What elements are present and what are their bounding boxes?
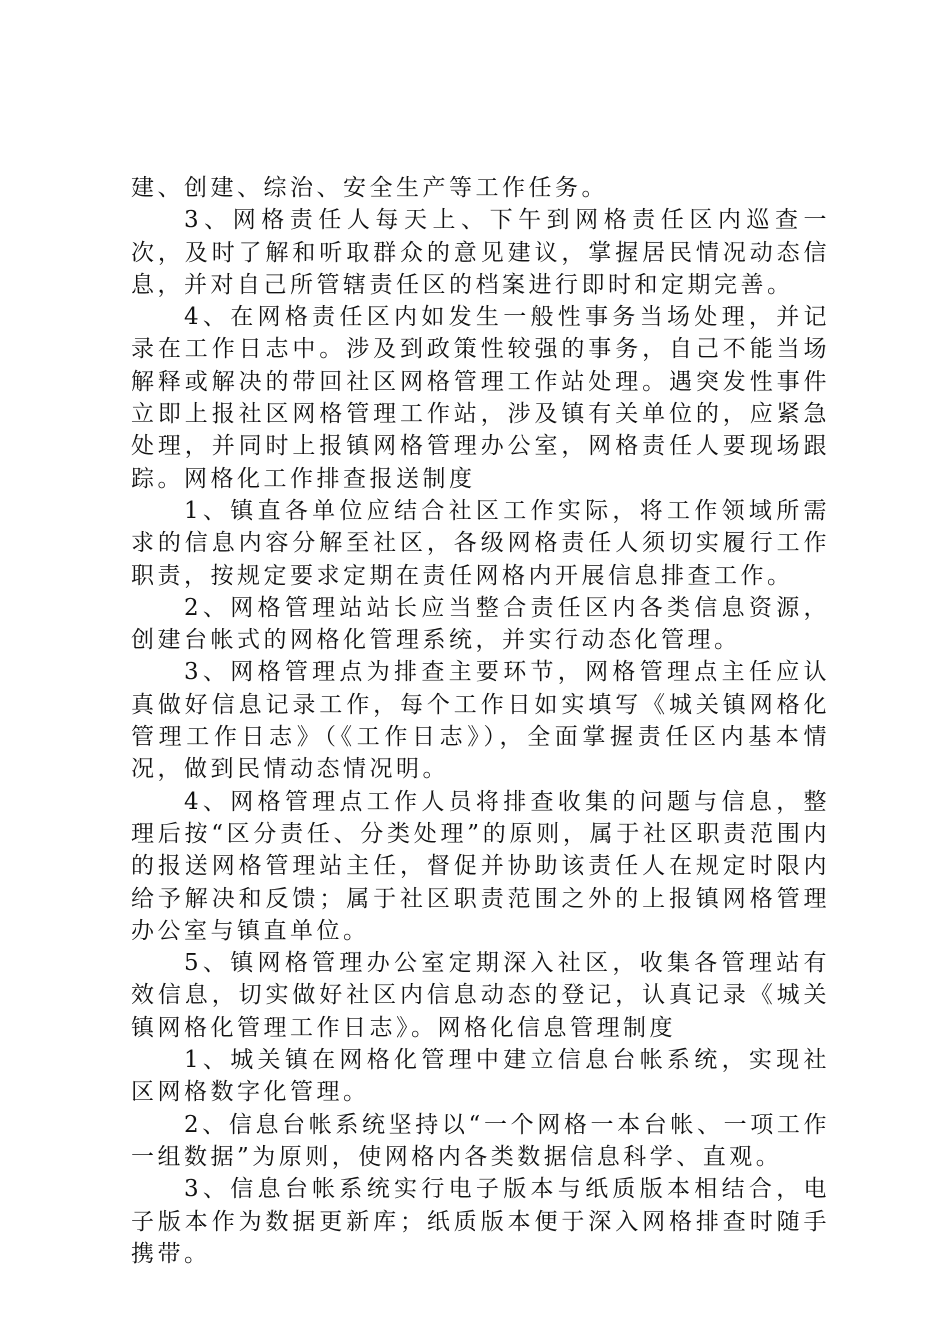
document-body <box>131 172 830 1270</box>
paragraph: 5、镇网格管理办公室定期深入社区，收集各管理站有效信息，切实做好社区内信息动态的登记，认真记录《城关镇网格化管理工作日志》。网格化信息管理制度 <box>131 950 830 1041</box>
paragraph: 2、信息台帐系统坚持以“一个网格一本台帐、一项工作一组数据”为原则，使网格内各类数据信息科学、直观。 <box>131 1111 830 1170</box>
paragraph: 4、在网格责任区内如发生一般性事务当场处理，并记录在工作日志中。涉及到政策性较强的事务，自己不能当场解释或解决的带回社区网格管理工作站处理。遇突发性事件立即上报社区网格管理工作站，涉及镇有关单位的，应紧急处理，并同时上报镇网格管理办公室，网格责任人要现场跟踪。网格化工作排查报送制度 <box>131 304 830 492</box>
paragraph: 3、信息台帐系统实行电子版本与纸质版本相结合，电子版本作为数据更新库；纸质版本便于深入网格排查时随手携带。 <box>131 1176 830 1267</box>
paragraph: 2、网格管理站站长应当整合责任区内各类信息资源，创建台帐式的网格化管理系统，并实行动态化管理。 <box>131 594 830 654</box>
paragraph: 建、创建、综治、安全生产等工作任务。 <box>131 175 608 201</box>
paragraph: 1、城关镇在网格化管理中建立信息台帐系统，实现社区网格数字化管理。 <box>131 1047 830 1106</box>
paragraph: 3、网格管理点为排查主要环节，网格管理点主任应认真做好信息记录工作，每个工作日如实填写《城关镇网格化管理工作日志》（《工作日志》），全面掌握责任区内基本情况，做到民情动态情况明。 <box>131 659 830 783</box>
paragraph: 1、镇直各单位应结合社区工作实际，将工作领域所需求的信息内容分解至社区，各级网格责任人须切实履行工作职责，按规定要求定期在责任网格内开展信息排查工作。 <box>131 497 830 589</box>
paragraph: 3、网格责任人每天上、下午到网格责任区内巡查一次，及时了解和听取群众的意见建议，掌握居民情况动态信息，并对自己所管辖责任区的档案进行即时和定期完善。 <box>131 207 830 298</box>
paragraph: 4、网格管理点工作人员将排查收集的问题与信息，整理后按“区分责任、分类处理”的原则，属于社区职责范围内的报送网格管理站主任，督促并协助该责任人在规定时限内给予解决和反馈；属于社区职责范围之外的上报镇网格管理办公室与镇直单位。 <box>131 788 830 944</box>
